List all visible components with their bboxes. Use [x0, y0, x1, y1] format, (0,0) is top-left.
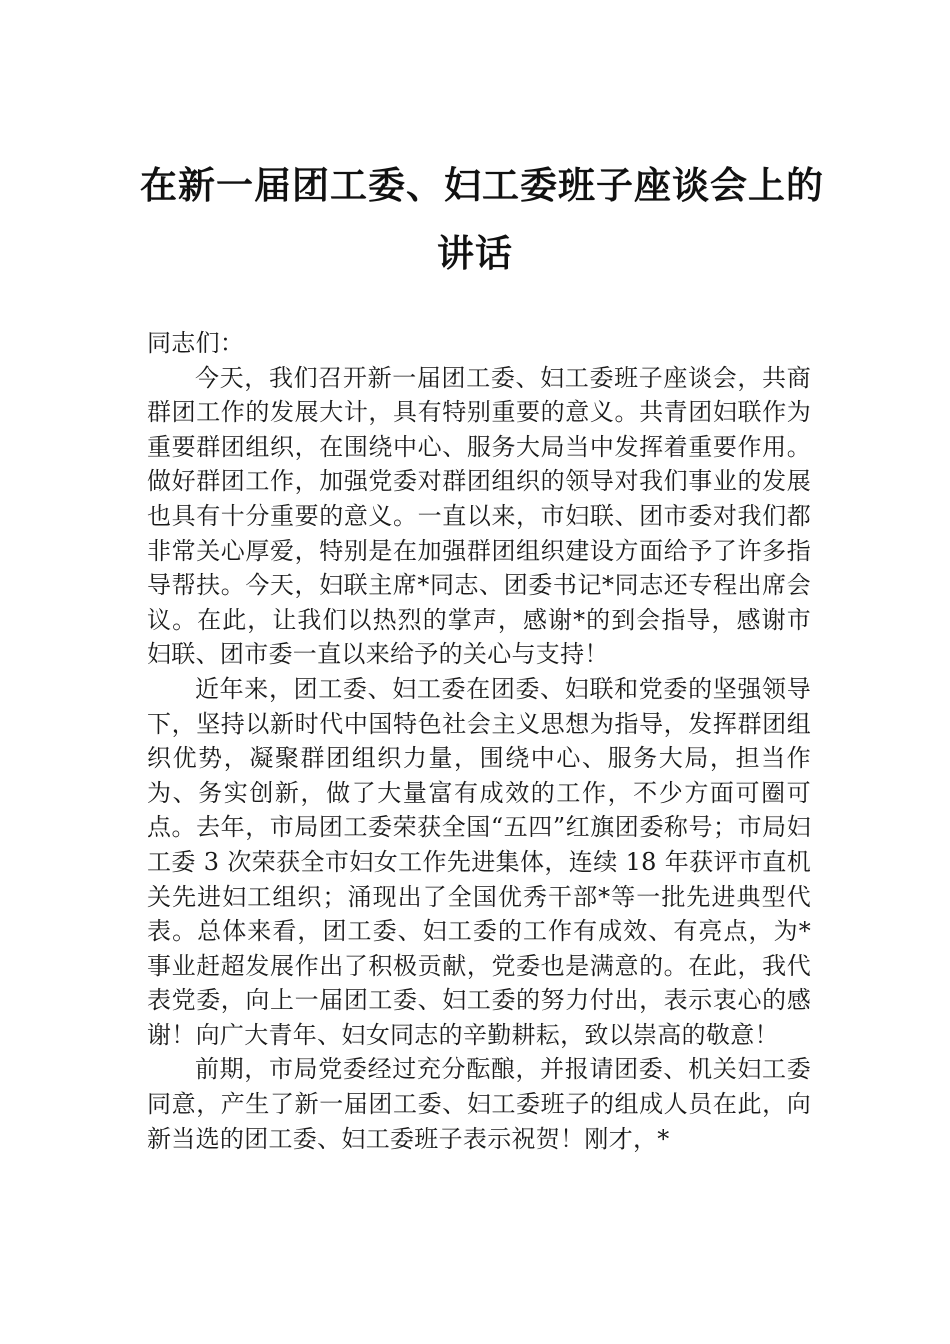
paragraph-3: 前期，市局党委经过充分酝酿，并报请团委、机关妇工委同意，产生了新一届团工委、妇工委班子的组成人员在此，向新当选的团工委、妇工委班子表示祝贺！刚才，* [147, 1055, 811, 1153]
document-title-line-1: 在新一届团工委、妇工委班子座谈会上的 [140, 163, 824, 207]
document-title-line-2: 讲话 [437, 231, 513, 275]
salutation: 同志们： [147, 329, 245, 357]
paragraph-1: 今天，我们召开新一届团工委、妇工委班子座谈会，共商群团工作的发展大计，具有特别重要的意义。共青团妇联作为重要群团组织，在围绕中心、服务大局当中发挥着重要作用。做好群团工作，加强党委对群团组织的领导对我们事业的发展也具有十分重要的意义。一直以来，市妇联、团市委对我们都非常关心厚爱，特别是在加强群团组织建设方面给予了许多指导帮扶。今天，妇联主席*同志、团委书记*同志还专程出席会议。在此，让我们以热烈的掌声，感谢*的到会指导，感谢市妇联、团市委一直以来给予的关心与支持！ [147, 363, 811, 669]
paragraph-2: 近年来，团工委、妇工委在团委、妇联和党委的坚强领导下，坚持以新时代中国特色社会主义思想为指导，发挥群团组织优势，凝聚群团组织力量，围绕中心、服务大局，担当作为、务实创新，做了大量富有成效的工作，不少方面可圈可点。去年，市局团工委荣获全国“五四”红旗团委称号；市局妇工委 3 次荣获全市妇女工作先进集体，连续 18 年获评市直机关先进妇工组织；涌现出了全国优秀干部*等一批先进典型代表。总体来看，团工委、妇工委的工作有成效、有亮点，为*事业赶超发展作出了积极贡献，党委也是满意的。在此，我代表党委，向上一届团工委、妇工委的努力付出，表示衷心的感谢！向广大青年、妇女同志的辛勤耕耘，致以崇高的敬意！ [147, 674, 811, 1049]
document-body [147, 326, 811, 1156]
